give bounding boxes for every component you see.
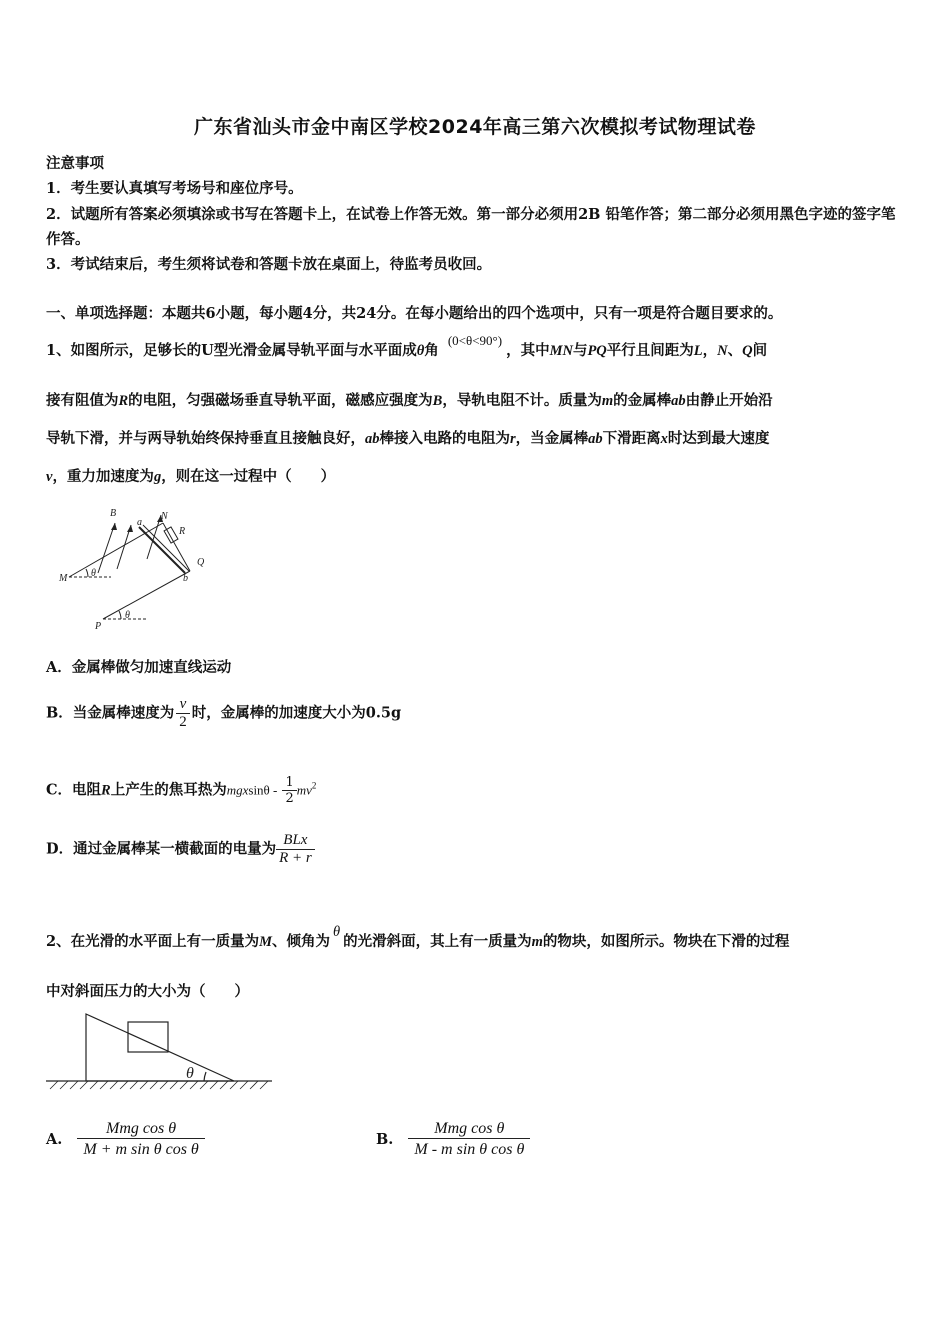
rail-pq xyxy=(103,571,190,619)
label-theta-2: θ xyxy=(125,610,130,621)
incline-angle-arc xyxy=(204,1072,206,1081)
q1-option-d: D．通过金属棒某一横截面的电量为 $\frac{\text{BLx}}{R + r}$ xyxy=(46,832,908,867)
arrowhead-2 xyxy=(127,525,133,532)
label-b-field: B xyxy=(110,508,117,519)
label-m: M xyxy=(59,573,68,584)
label-p: P xyxy=(95,621,102,632)
notice-heading: 注意事项 xyxy=(46,155,104,172)
q1-line-3: 导轨下滑，并与两导轨始终保持垂直且接触良好，ab棒接入电路的电阻为r，当金属棒ab下滑距离x时达到最大速度 xyxy=(46,430,770,447)
label-n: N xyxy=(161,511,168,522)
q1-option-c-fraction: $\frac{1}{2}$ xyxy=(282,775,296,806)
q1-line-4: v，重力加速度为g，则在这一过程中（ ） xyxy=(46,468,336,485)
q1-rail-diagram xyxy=(55,503,225,635)
q1-option-d-fraction: $\frac{\text{BLx}}{R + r}$ xyxy=(276,832,315,867)
q2-option-b-fraction: $\frac{\text{Mmg cos θ}}{\text{M - m sin θ cos θ}}$ xyxy=(408,1120,530,1159)
angle-arc-p xyxy=(119,611,121,619)
section-heading: 一、单项选择题：本题共6小题，每小题4分，共24分。在每小题给出的四个选项中，只有一项是符合题目要求的。 xyxy=(46,305,783,322)
q1-option-c: C．电阻R上产生的焦耳热为mgxsinθ - $\frac{1}{2}$ $mv^2$ xyxy=(46,775,317,806)
q2-option-a-fraction: $\frac{\text{Mmg cos θ}}{\text{M + m sin θ cos θ}}$ xyxy=(77,1120,204,1159)
block xyxy=(128,1022,168,1052)
notice-item-3: 3．考试结束后，考生须将试卷和答题卡放在桌面上，待监考员收回。 xyxy=(46,256,492,273)
label-q: Q xyxy=(197,557,205,568)
field-arrow-1 xyxy=(98,523,115,573)
angle-arc-m xyxy=(86,569,88,577)
incline-wedge xyxy=(86,1014,234,1081)
notice-item-1: 1．考生要认真填写考场号和座位序号。 xyxy=(46,180,303,197)
label-b-end: b xyxy=(183,573,188,584)
q2-option-a: A. $\frac{\text{Mmg cos θ}}{\text{M + m sin θ cos θ}}$ xyxy=(46,1120,406,1159)
q1-line-1: 1、如图所示，足够长的U型光滑金属导轨平面与水平面成θ角 (0<θ<90°)，其中MN与PQ平行且间距为L，N、Q间 xyxy=(46,333,768,359)
resistor-r xyxy=(164,527,178,543)
q2-option-b: B. $\frac{\text{Mmg cos θ}}{\text{M - m sin θ cos θ}}$ xyxy=(376,1120,736,1159)
incline-angle-label: θ xyxy=(186,1065,194,1082)
notice-item-2: 2．试题所有答案必须填涂或书写在答题卡上，在试卷上作答无效。第一部分必须用2B 铅笔作答；第二部分必须用黑色字迹的签字笔作答。 xyxy=(46,206,896,248)
q1-option-b: B．当金属棒速度为 $\frac{v}{2}$ 时，金属棒的加速度大小为0.5g xyxy=(46,696,402,730)
label-a: a xyxy=(137,517,142,528)
q2-line-1: 2、在光滑的水平面上有一质量为M、倾角为θ的光滑斜面，其上有一质量为m的物块，如图所示。物块在下滑的过程 xyxy=(46,924,790,950)
q1-option-b-fraction: $\frac{v}{2}$ xyxy=(176,696,190,731)
q2-incline-diagram xyxy=(44,1010,276,1094)
q1-line-2: 接有阻值为R的电阻，匀强磁场垂直导轨平面，磁感应强度为B，导轨电阻不计。质量为m的金属棒ab由静止开始沿 xyxy=(46,392,773,409)
q1-angle-condition: (0<θ<90°) xyxy=(447,333,503,348)
q1-option-a: A．金属棒做匀加速直线运动 xyxy=(46,659,232,676)
ground-hatching xyxy=(50,1081,268,1089)
page-title: 广东省汕头市金中南区学校2024年高三第六次模拟考试物理试卷 xyxy=(194,116,756,138)
label-r: R xyxy=(179,526,186,537)
q2-line-2: 中对斜面压力的大小为（ ） xyxy=(46,983,249,1000)
arrowhead-1 xyxy=(111,523,117,530)
label-theta-1: θ xyxy=(91,568,96,579)
